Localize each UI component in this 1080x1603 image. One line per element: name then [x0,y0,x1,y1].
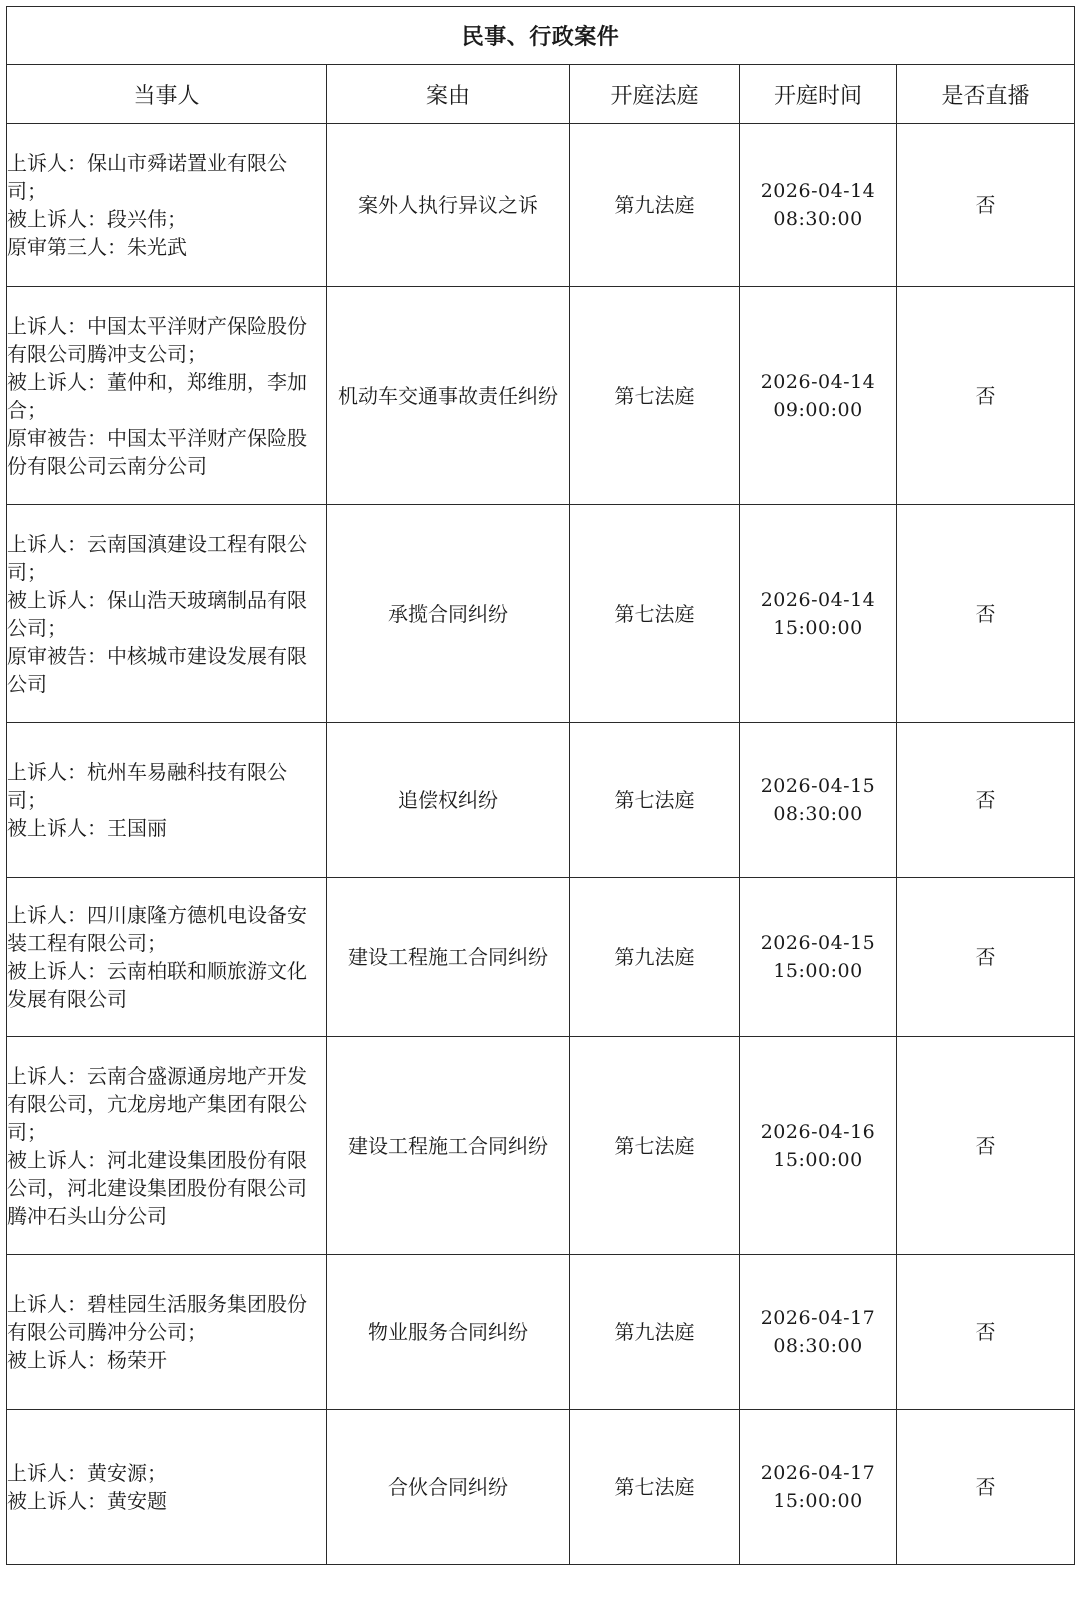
hearing-clock-time: 08:30:00 [773,1335,863,1357]
party-line: 上诉人：云南国滇建设工程有限公司； [7,531,307,584]
table-row [7,1255,1075,1410]
header-row [7,65,1075,124]
live-broadcast-cell: 否 [897,287,1075,505]
hearing-time-cell [740,723,897,878]
hearing-schedule-table [6,6,1075,1565]
parties-cell [7,1255,327,1410]
cause-cell: 合伙合同纠纷 [327,1410,570,1565]
party-line: 被上诉人：董仲和，郑维朋，李加合； [7,369,307,422]
hearing-time-cell [740,878,897,1037]
hearing-clock-time: 08:30:00 [773,208,863,230]
column-header-live: 是否直播 [897,65,1075,124]
live-broadcast-cell: 否 [897,1255,1075,1410]
hearing-clock-time: 15:00:00 [773,960,863,982]
parties-cell [7,1037,327,1255]
table-row [7,505,1075,723]
hearing-date: 2026-04-14 [760,370,876,393]
table-row [7,1037,1075,1255]
parties-cell [7,124,327,287]
hearing-schedule [6,6,1074,1565]
live-broadcast-cell: 否 [897,1410,1075,1565]
live-broadcast-cell: 否 [897,505,1075,723]
hearing-date: 2026-04-14 [760,588,876,611]
party-line: 被上诉人：保山浩天玻璃制品有限公司； [7,587,307,640]
title-row [7,7,1075,65]
cause-cell: 建设工程施工合同纠纷 [327,878,570,1037]
table-row [7,723,1075,878]
hearing-time-cell [740,505,897,723]
court-cell: 第九法庭 [570,1255,740,1410]
party-line: 被上诉人：黄安题 [7,1489,167,1513]
cause-cell: 建设工程施工合同纠纷 [327,1037,570,1255]
table-title: 民事、行政案件 [7,7,1075,65]
party-line: 上诉人：云南合盛源通房地产开发有限公司，亢龙房地产集团有限公司； [7,1063,307,1144]
table-row [7,287,1075,505]
hearing-date: 2026-04-15 [760,775,876,797]
court-cell: 第九法庭 [570,878,740,1037]
cause-cell: 案外人执行异议之诉 [327,124,570,287]
court-cell: 第七法庭 [570,723,740,878]
parties-cell [7,287,327,505]
party-line: 上诉人：保山市舜诺置业有限公司； [7,151,287,203]
court-cell: 第七法庭 [570,287,740,505]
live-broadcast-cell: 否 [897,878,1075,1037]
live-broadcast-cell: 否 [897,1037,1075,1255]
live-broadcast-cell: 否 [897,723,1075,878]
party-line: 上诉人：杭州车易融科技有限公司； [7,760,287,812]
court-cell: 第九法庭 [570,124,740,287]
column-header-time: 开庭时间 [740,65,897,124]
party-line: 被上诉人：杨荣开 [7,1348,167,1372]
hearing-time-cell [740,287,897,505]
party-line: 被上诉人：云南柏联和顺旅游文化发展有限公司 [7,959,307,1011]
hearing-clock-time: 09:00:00 [773,398,863,421]
parties-cell [7,1410,327,1565]
cause-cell: 承揽合同纠纷 [327,505,570,723]
parties-cell [7,878,327,1037]
column-header-parties: 当事人 [7,65,327,124]
party-line: 被上诉人：王国丽 [7,816,167,840]
court-cell: 第七法庭 [570,1410,740,1565]
hearing-clock-time: 08:30:00 [773,803,863,825]
column-header-cause: 案由 [327,65,570,124]
court-cell: 第七法庭 [570,505,740,723]
party-line: 原审第三人：朱光武 [7,235,187,259]
party-line: 上诉人：黄安源； [7,1461,167,1485]
column-header-court: 开庭法庭 [570,65,740,124]
party-line: 上诉人：中国太平洋财产保险股份有限公司腾冲支公司； [7,313,307,366]
party-line: 上诉人：碧桂园生活服务集团股份有限公司腾冲分公司； [7,1292,307,1344]
party-line: 原审被告：中国太平洋财产保险股份有限公司云南分公司 [7,425,307,478]
hearing-date: 2026-04-17 [760,1462,876,1484]
party-line: 原审被告：中核城市建设发展有限公司 [7,643,307,696]
cause-cell: 物业服务合同纠纷 [327,1255,570,1410]
table-body [7,124,1075,1565]
live-broadcast-cell: 否 [897,124,1075,287]
hearing-time-cell [740,1410,897,1565]
hearing-date: 2026-04-14 [760,180,876,202]
hearing-time-cell [740,1255,897,1410]
party-line: 被上诉人：段兴伟； [7,207,187,231]
hearing-clock-time: 15:00:00 [773,1490,863,1512]
hearing-time-cell [740,124,897,287]
hearing-time-cell [740,1037,897,1255]
court-cell: 第七法庭 [570,1037,740,1255]
table-row [7,124,1075,287]
hearing-date: 2026-04-15 [760,932,876,954]
party-line: 上诉人：四川康隆方德机电设备安装工程有限公司； [7,903,307,955]
cause-cell: 机动车交通事故责任纠纷 [327,287,570,505]
table-row [7,1410,1075,1565]
parties-cell [7,505,327,723]
hearing-clock-time: 15:00:00 [773,616,863,639]
hearing-clock-time: 15:00:00 [773,1148,863,1171]
cause-cell: 追偿权纠纷 [327,723,570,878]
hearing-date: 2026-04-16 [760,1120,876,1143]
parties-cell [7,723,327,878]
party-line: 被上诉人：河北建设集团股份有限公司，河北建设集团股份有限公司腾冲石头山分公司 [7,1147,307,1228]
table-row [7,878,1075,1037]
hearing-date: 2026-04-17 [760,1307,876,1329]
